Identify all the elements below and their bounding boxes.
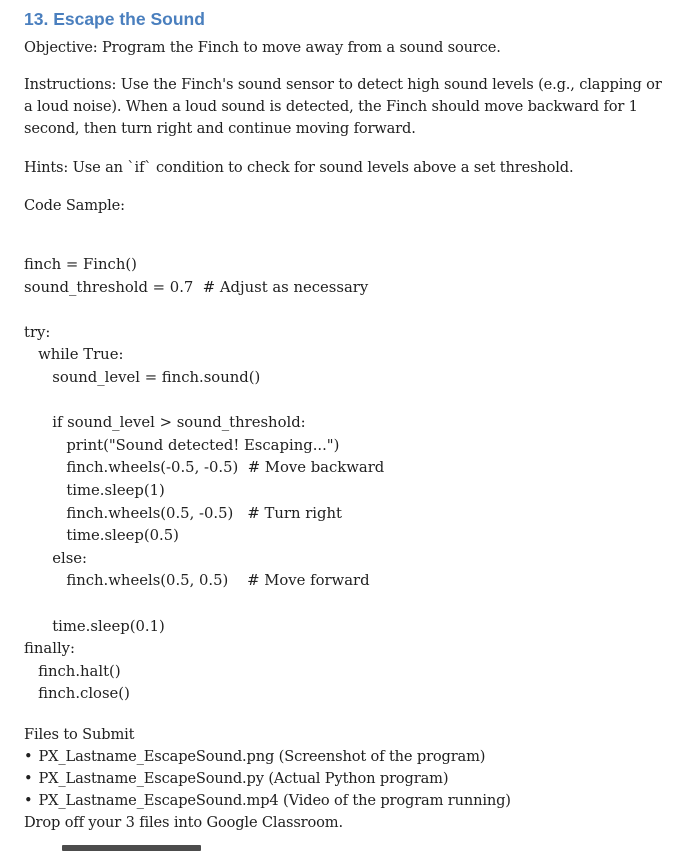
section-heading: 13. Escape the Sound — [24, 9, 205, 29]
code-line — [24, 390, 663, 413]
hints-paragraph: Hints: Use an `if` condition to check for sound levels above a set threshold. — [24, 159, 574, 176]
file-name-text: PX_Lastname_EscapeSound.py (Actual Python program) — [38, 769, 449, 787]
instructions-paragraph: Instructions: Use the Finch's sound sensor to detect high sound levels (e.g., clapping or a loud noise). When a loud sound is detected, the Finch should move backward for 1 second, then turn right and continue moving forward. — [24, 76, 662, 137]
code-line: print("Sound detected! Escaping...") — [24, 436, 340, 454]
code-line: try: — [24, 323, 51, 341]
dropoff-instruction: Drop off your 3 files into Google Classroom. — [24, 813, 343, 831]
code-line: time.sleep(0.1) — [24, 617, 165, 635]
bullet-icon: • — [24, 791, 33, 809]
code-line: sound_threshold = 0.7 # Adjust as necessary — [24, 278, 369, 296]
code-line: finch.wheels(0.5, -0.5) # Turn right — [24, 504, 342, 522]
code-line: time.sleep(1) — [24, 481, 165, 499]
code-line: finch.close() — [24, 685, 130, 703]
code-line: finally: — [24, 640, 76, 658]
file-list-item — [24, 768, 663, 790]
files-to-submit-heading: Files to Submit — [24, 725, 135, 743]
objective-paragraph: Objective: Program the Finch to move away from a sound source. — [24, 39, 501, 56]
code-line: finch.wheels(-0.5, -0.5) # Move backward — [24, 459, 385, 477]
code-line — [24, 299, 663, 322]
code-sample-label: Code Sample: — [24, 197, 125, 214]
horizontal-scrollbar-thumb[interactable] — [62, 845, 201, 851]
bullet-icon: • — [24, 769, 33, 787]
code-sample-block — [24, 254, 663, 706]
file-name-text: PX_Lastname_EscapeSound.png (Screenshot of the program) — [38, 747, 486, 765]
code-line: while True: — [24, 346, 124, 364]
code-line: finch = Finch() — [24, 256, 137, 273]
file-list-item — [24, 790, 663, 812]
code-line — [24, 593, 663, 616]
code-line: time.sleep(0.5) — [24, 527, 179, 545]
file-name-text: PX_Lastname_EscapeSound.mp4 (Video of the program running) — [38, 791, 511, 809]
code-line: sound_level = finch.sound() — [24, 368, 261, 386]
code-line: if sound_level > sound_threshold: — [24, 414, 306, 432]
bullet-icon: • — [24, 747, 33, 765]
code-line: else: — [24, 549, 88, 567]
code-line: finch.halt() — [24, 662, 121, 680]
file-list-item — [24, 746, 663, 768]
code-line: finch.wheels(0.5, 0.5) # Move forward — [24, 572, 370, 590]
